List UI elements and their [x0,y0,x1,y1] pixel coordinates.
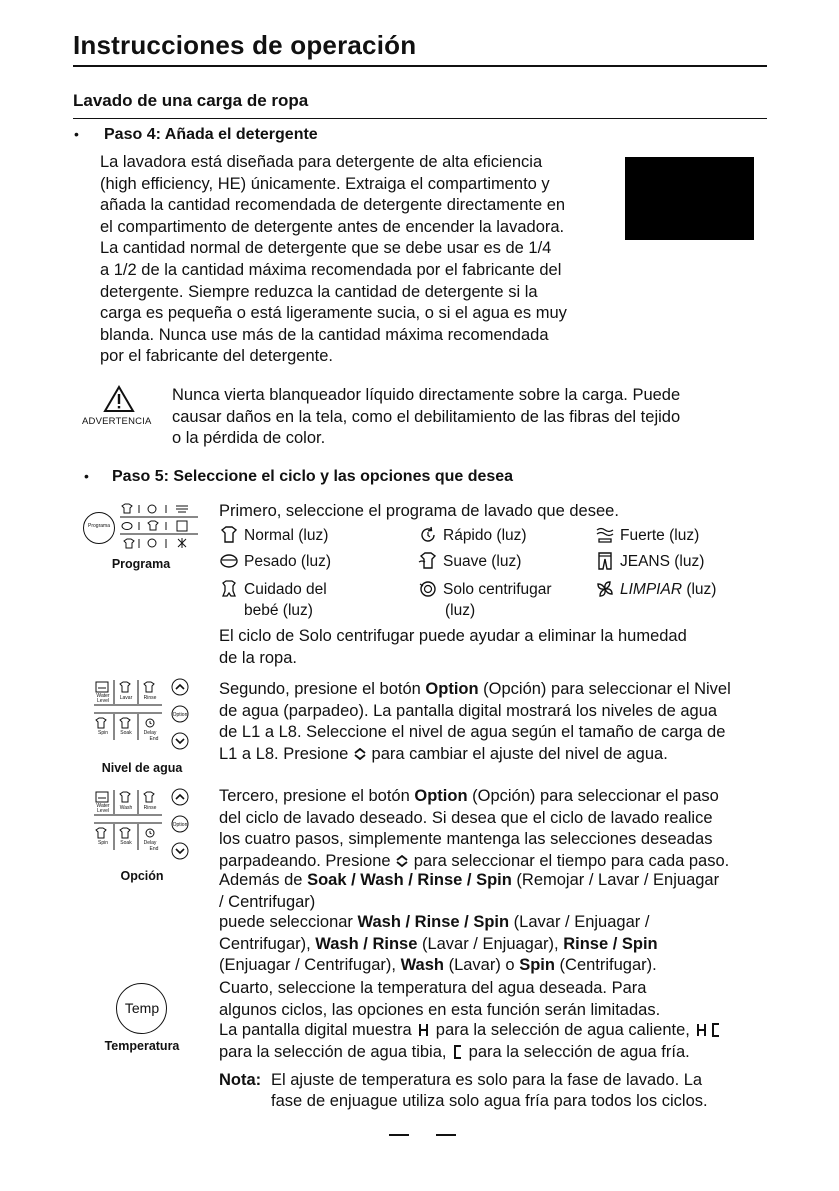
segment-c-icon [453,1045,462,1059]
text-line: La cantidad normal de detergente que se debe usar es de 1/4 [100,239,552,258]
text-line: los cuatro pasos, simplemente mantenga las selecciones deseadas [219,830,713,849]
svg-text:Wash: Wash [119,805,133,811]
svg-text:Option: Option [172,712,188,718]
program-caption: Programa [111,557,171,571]
text-line: L1 a L8. Presione para cambiar el ajuste del nivel de agua. [219,744,668,763]
program-centrifugar: Solo centrifugar (luz) [418,579,552,621]
text-line: detergente. Siempre reduzca la cantidad de detergente si la [100,282,538,301]
svg-text:Option: Option [172,822,188,828]
text-line: Tercero, presione el botón Option (Opción) para seleccionar el paso [219,787,719,805]
up-down-icon [353,748,367,760]
program-list [219,525,779,625]
text-line: puede seleccionar Wash / Rinse / Spin (Lavar / Enjuagar / [219,913,650,932]
up-down-icon [395,855,409,867]
option-panel-illustration [92,788,192,860]
third-step-more [219,870,779,977]
detergent-image [625,157,754,240]
step5-title: Paso 5: Seleccione el ciclo y las opciones que desea [112,468,514,485]
text-line: causar daños en la tela, como el debilitamiento de las fibras del tejido [172,407,681,426]
text-line: Centrifugar), Wash / Rinse (Lavar / Enjuagar), Rinse / Spin [219,934,658,953]
step5-intro: Primero, seleccione el programa de lavado que desee. [219,502,619,520]
text-line: para la selección de agua tibia, para la selección de agua fría. [219,1042,690,1061]
quick-cycle-icon [418,525,438,545]
text-line: de la ropa. [219,648,297,667]
water-level-panel-illustration [92,678,192,750]
program-jeans: JEANS (luz) [595,551,704,572]
program-bebe: Cuidado del bebé (luz) [219,579,327,621]
text-line: / Centrifugar) [219,892,316,911]
program-rapido: Rápido (luz) [418,525,527,546]
program-pesado: Pesado (luz) [219,551,331,572]
note-label: Nota: [219,1071,262,1089]
note-line-1: El ajuste de temperatura es solo para la fase de lavado. La [271,1071,703,1089]
page-dash-right [436,1134,456,1136]
note-line-2: fase de enjuague utiliza solo agua fría para todos los ciclos. [271,1092,708,1110]
step4-body [100,152,620,368]
svg-text:Soak: Soak [120,730,132,736]
step4-bullet: • [74,126,79,142]
bowl-icon [219,551,239,571]
spin-drum-icon [418,579,438,599]
program-icons-grid [116,502,202,562]
spin-note [219,626,779,669]
svg-text:Level: Level [97,808,109,814]
step4-title: Paso 4: Añada el detergente [104,126,318,143]
text-line: el compartimento de detergente antes de encender la lavadora. [100,217,565,236]
svg-text:Soak: Soak [120,840,132,846]
program-normal: Normal (luz) [219,525,328,546]
text-line: Segundo, presione el botón Option (Opción) para seleccionar el Nivel [219,680,731,698]
svg-text:Water: Water [96,803,110,809]
svg-text:End: End [149,736,159,742]
svg-text:Delay: Delay [143,840,157,846]
heavy-duty-icon [595,525,615,545]
water-level-caption: Nivel de agua [101,761,183,775]
text-line: del ciclo de lavado deseado. Si desea que el ciclo de lavado realice [219,808,713,827]
warning-label: ADVERTENCIA [82,416,152,427]
text-line: blanda. Nunca use más de la cantidad máxima recomendada [100,325,549,344]
warning-text [172,385,772,450]
jeans-icon [595,551,615,571]
text-line: La lavadora está diseñada para detergente de alta eficiencia [100,153,543,171]
text-line: Nunca vierta blanqueador líquido directamente sobre la carga. Puede [172,386,681,404]
segment-h-icon [696,1023,707,1037]
second-step-text [219,679,779,765]
text-line: (Enjuagar / Centrifugar), Wash (Lavar) o Spin (Centrifugar). [219,956,657,975]
section-rule [73,118,767,119]
text-line: o la pérdida de color. [172,429,326,448]
text-line: (high efficiency, HE) únicamente. Extraiga el compartimento y [100,174,550,193]
svg-text:Spin: Spin [97,730,109,736]
svg-text:Level: Level [97,698,109,704]
temp-button-label: Temp [124,1000,160,1016]
temp-caption: Temperatura [104,1039,180,1053]
text-line: parpadeando. Presione para seleccionar el tiempo para cada paso. [219,851,730,870]
text-line: añada la cantidad recomendada de detergente directamente en [100,196,566,215]
svg-text:Lavar: Lavar [119,695,133,701]
third-step-text [219,786,789,872]
baby-clothes-icon [219,579,239,599]
program-fuerte: Fuerte (luz) [595,525,699,546]
svg-text:Water: Water [96,693,110,699]
svg-text:Rinse: Rinse [143,805,157,811]
svg-text:Delay: Delay [143,730,157,736]
text-line: carga es pequeña o está ligeramente sucia, o si el agua es muy [100,304,567,323]
step5-bullet: • [84,468,89,484]
page-title: Instrucciones de operación [73,30,417,60]
shirt-icon [219,525,239,545]
clean-fan-icon [595,579,615,599]
segment-h-icon [418,1023,429,1037]
svg-text:Rinse: Rinse [143,695,157,701]
program-limpiar: LIMPIAR (luz) [595,579,716,600]
page-dash-left [389,1134,409,1136]
segment-c-icon [711,1023,720,1037]
text-line: de L1 a L8. Seleccione el nivel de agua según el tamaño de carga de [219,723,726,742]
text-line: Además de Soak / Wash / Rinse / Spin (Remojar / Lavar / Enjuagar [219,871,720,889]
program-button-label: Programa [88,523,110,529]
option-caption: Opción [120,869,164,883]
text-line: por el fabricante del detergente. [100,347,333,366]
delicate-shirt-icon [418,551,438,571]
warning-icon [103,385,135,413]
text-line: Cuarto, seleccione la temperatura del agua deseada. Para [219,979,647,997]
text-line: de agua (parpadeo). La pantalla digital mostrará los niveles de agua [219,701,718,720]
fourth-step-text [219,978,779,1021]
text-line: a 1/2 de la cantidad máxima recomendada por el fabricante del [100,260,562,279]
temp-display-text [219,1020,789,1063]
text-line: La pantalla digital muestra para la selección de agua caliente, [219,1020,789,1042]
title-rule [73,65,767,67]
program-suave: Suave (luz) [418,551,521,572]
text-line: El ciclo de Solo centrifugar puede ayudar a eliminar la humedad [219,627,687,645]
svg-text:Spin: Spin [97,840,109,846]
svg-text:End: End [149,846,159,852]
text-line: algunos ciclos, las opciones en esta función serán limitadas. [219,1000,661,1019]
section-title: Lavado de una carga de ropa [73,91,309,110]
